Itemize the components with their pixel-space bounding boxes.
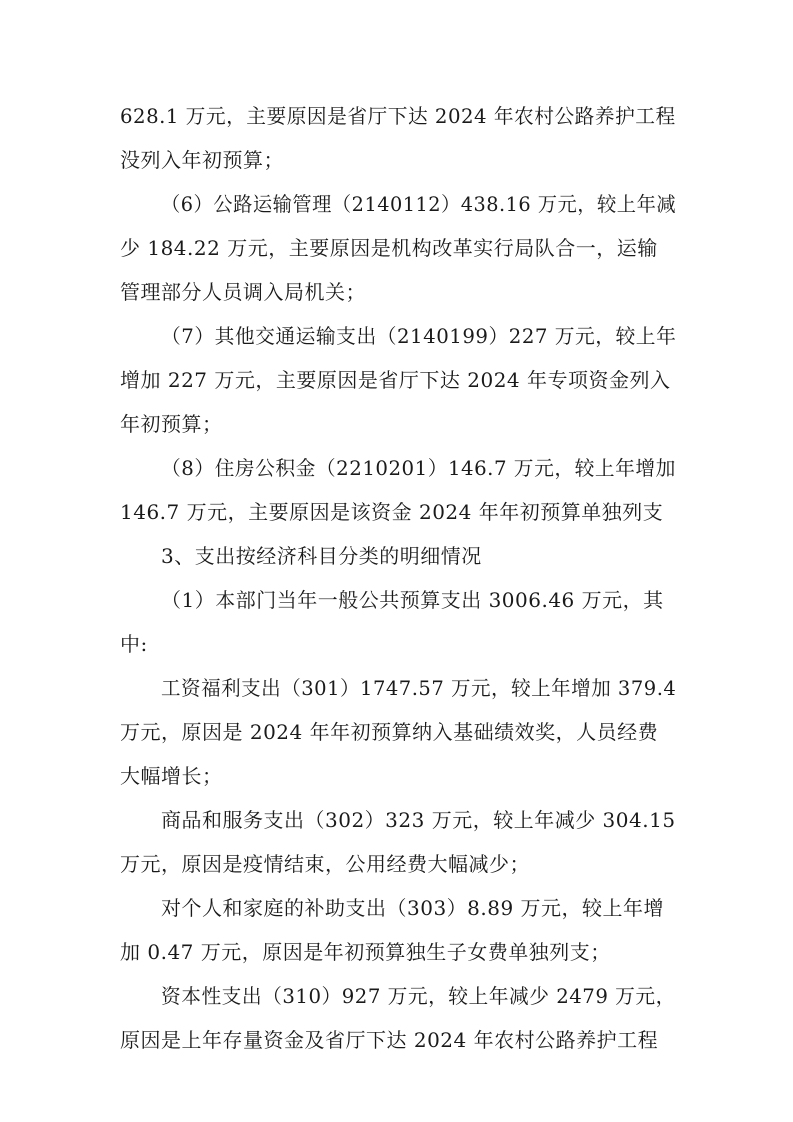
text-line: 万元，原因是疫情结束，公用经费大幅减少； <box>120 852 530 876</box>
text-line: 原因是上年存量资金及省厅下达 2024 年农村公路养护工程 <box>120 1028 659 1052</box>
text-line: 资本性支出（310）927 万元，较上年减少 2479 万元， <box>161 984 676 1008</box>
text-line: 工资福利支出（301）1747.57 万元，较上年增加 379.4 <box>161 676 677 700</box>
text-line: （7）其他交通运输支出（2140199）227 万元，较上年 <box>161 324 677 348</box>
text-line: （6）公路运输管理（2140112）438.16 万元，较上年减 <box>161 192 677 216</box>
text-line: （1）本部门当年一般公共预算支出 3006.46 万元，其 <box>161 588 664 612</box>
text-line: （8）住房公积金（2210201）146.7 万元，较上年增加 <box>161 456 676 480</box>
text-line: 没列入年初预算； <box>120 148 284 172</box>
text-line: 管理部分人员调入局机关； <box>120 280 366 304</box>
text-line: 大幅增长； <box>120 764 223 788</box>
section-heading: 3、支出按经济科目分类的明细情况 <box>161 544 482 568</box>
text-line: 对个人和家庭的补助支出（303）8.89 万元，较上年增 <box>161 896 665 920</box>
text-line: 中: <box>120 632 148 656</box>
text-line: 增加 227 万元，主要原因是省厅下达 2024 年专项资金列入 <box>120 368 671 392</box>
text-line: 年初预算； <box>120 412 223 436</box>
text-line: 少 184.22 万元，主要原因是机构改革实行局队合一，运输 <box>120 236 658 260</box>
text-line: 146.7 万元，主要原因是该资金 2024 年年初预算单独列支 <box>120 500 664 524</box>
text-line: 628.1 万元，主要原因是省厅下达 2024 年农村公路养护工程 <box>120 104 676 128</box>
text-line: 商品和服务支出（302）323 万元，较上年减少 304.15 <box>161 808 676 832</box>
text-line: 加 0.47 万元，原因是年初预算独生子女费单独列支； <box>120 940 611 964</box>
text-line: 万元，原因是 2024 年年初预算纳入基础绩效奖，人员经费 <box>120 720 659 744</box>
